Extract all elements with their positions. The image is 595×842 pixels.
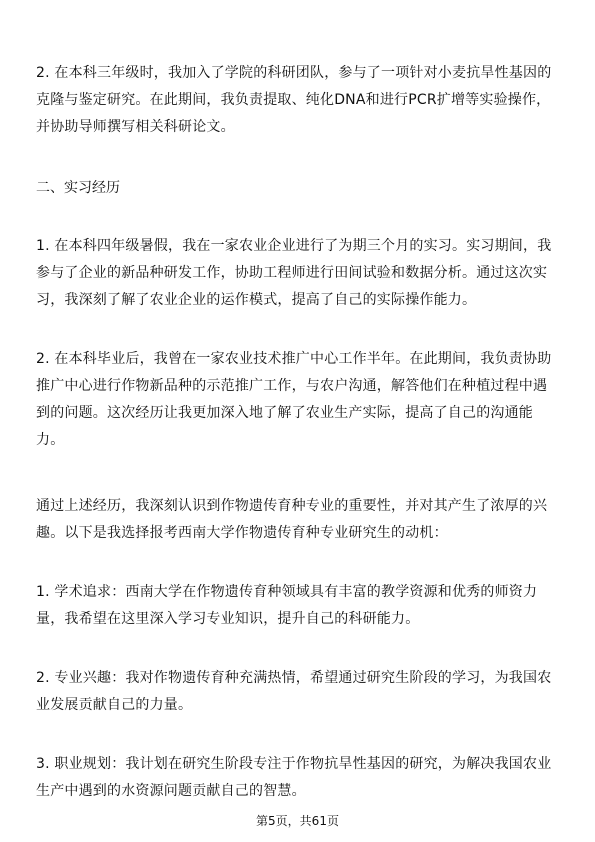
paragraph-internship-1 <box>36 233 564 314</box>
paragraph-internship-2 <box>36 346 564 454</box>
text-line: 到的问题。这次经历让我更加深入地了解了农业生产实际，提高了自己的沟通能 <box>36 405 533 421</box>
text-line: 并协助导师撰写相关科研论文。 <box>36 119 235 135</box>
paragraph-motivation-intro <box>36 493 564 547</box>
paragraph-research-team <box>36 60 564 141</box>
text-line: 2. 专业兴趣：我对作物遗传育种充满热情，希望通过研究生阶段的学习，为我国农 <box>36 670 552 686</box>
paragraph-motivation-interest <box>36 665 564 719</box>
section-heading-internship: 二、实习经历 <box>36 180 120 196</box>
text-line: 2. 在本科三年级时，我加入了学院的科研团队，参与了一项针对小麦抗旱性基因的 <box>36 65 552 81</box>
text-line: 参与了企业的新品种研发工作，协助工程师进行田间试验和数据分析。通过这次实 <box>36 265 548 281</box>
text-line: 习，我深刻了解了农业企业的运作模式，提高了自己的实际操作能力。 <box>36 292 477 308</box>
text-line: 1. 学术追求：西南大学在作物遗传育种领域具有丰富的教学资源和优秀的师资力 <box>36 584 538 600</box>
text-line: 力。 <box>36 432 65 448</box>
text-line: 2. 在本科毕业后，我曾在一家农业技术推广中心工作半年。在此期间，我负责协助 <box>36 351 552 367</box>
paragraph-motivation-career <box>36 751 564 805</box>
text-line: 推广中心进行作物新品种的示范推广工作，与农户沟通，解答他们在种植过程中遇 <box>36 378 548 394</box>
text-line: 量，我希望在这里深入学习专业知识，提升自己的科研能力。 <box>36 611 420 627</box>
text-line: 3. 职业规划：我计划在研究生阶段专注于作物抗旱性基因的研究，为解决我国农业 <box>36 756 552 772</box>
text-line: 生产中遇到的水资源问题贡献自己的智慧。 <box>36 783 306 799</box>
text-line: 克隆与鉴定研究。在此期间，我负责提取、纯化DNA和进行PCR扩增等实验操作， <box>36 92 551 108</box>
text-line: 1. 在本科四年级暑假，我在一家农业企业进行了为期三个月的实习。实习期间，我 <box>36 238 552 254</box>
page-number-footer: 第5页，共61页 <box>256 814 339 828</box>
text-line: 趣。以下是我选择报考西南大学作物遗传育种专业研究生的动机： <box>36 525 448 541</box>
text-line: 业发展贡献自己的力量。 <box>36 697 193 713</box>
text-line: 通过上述经历，我深刻认识到作物遗传育种专业的重要性，并对其产生了浓厚的兴 <box>36 498 548 514</box>
paragraph-motivation-academic <box>36 579 564 633</box>
